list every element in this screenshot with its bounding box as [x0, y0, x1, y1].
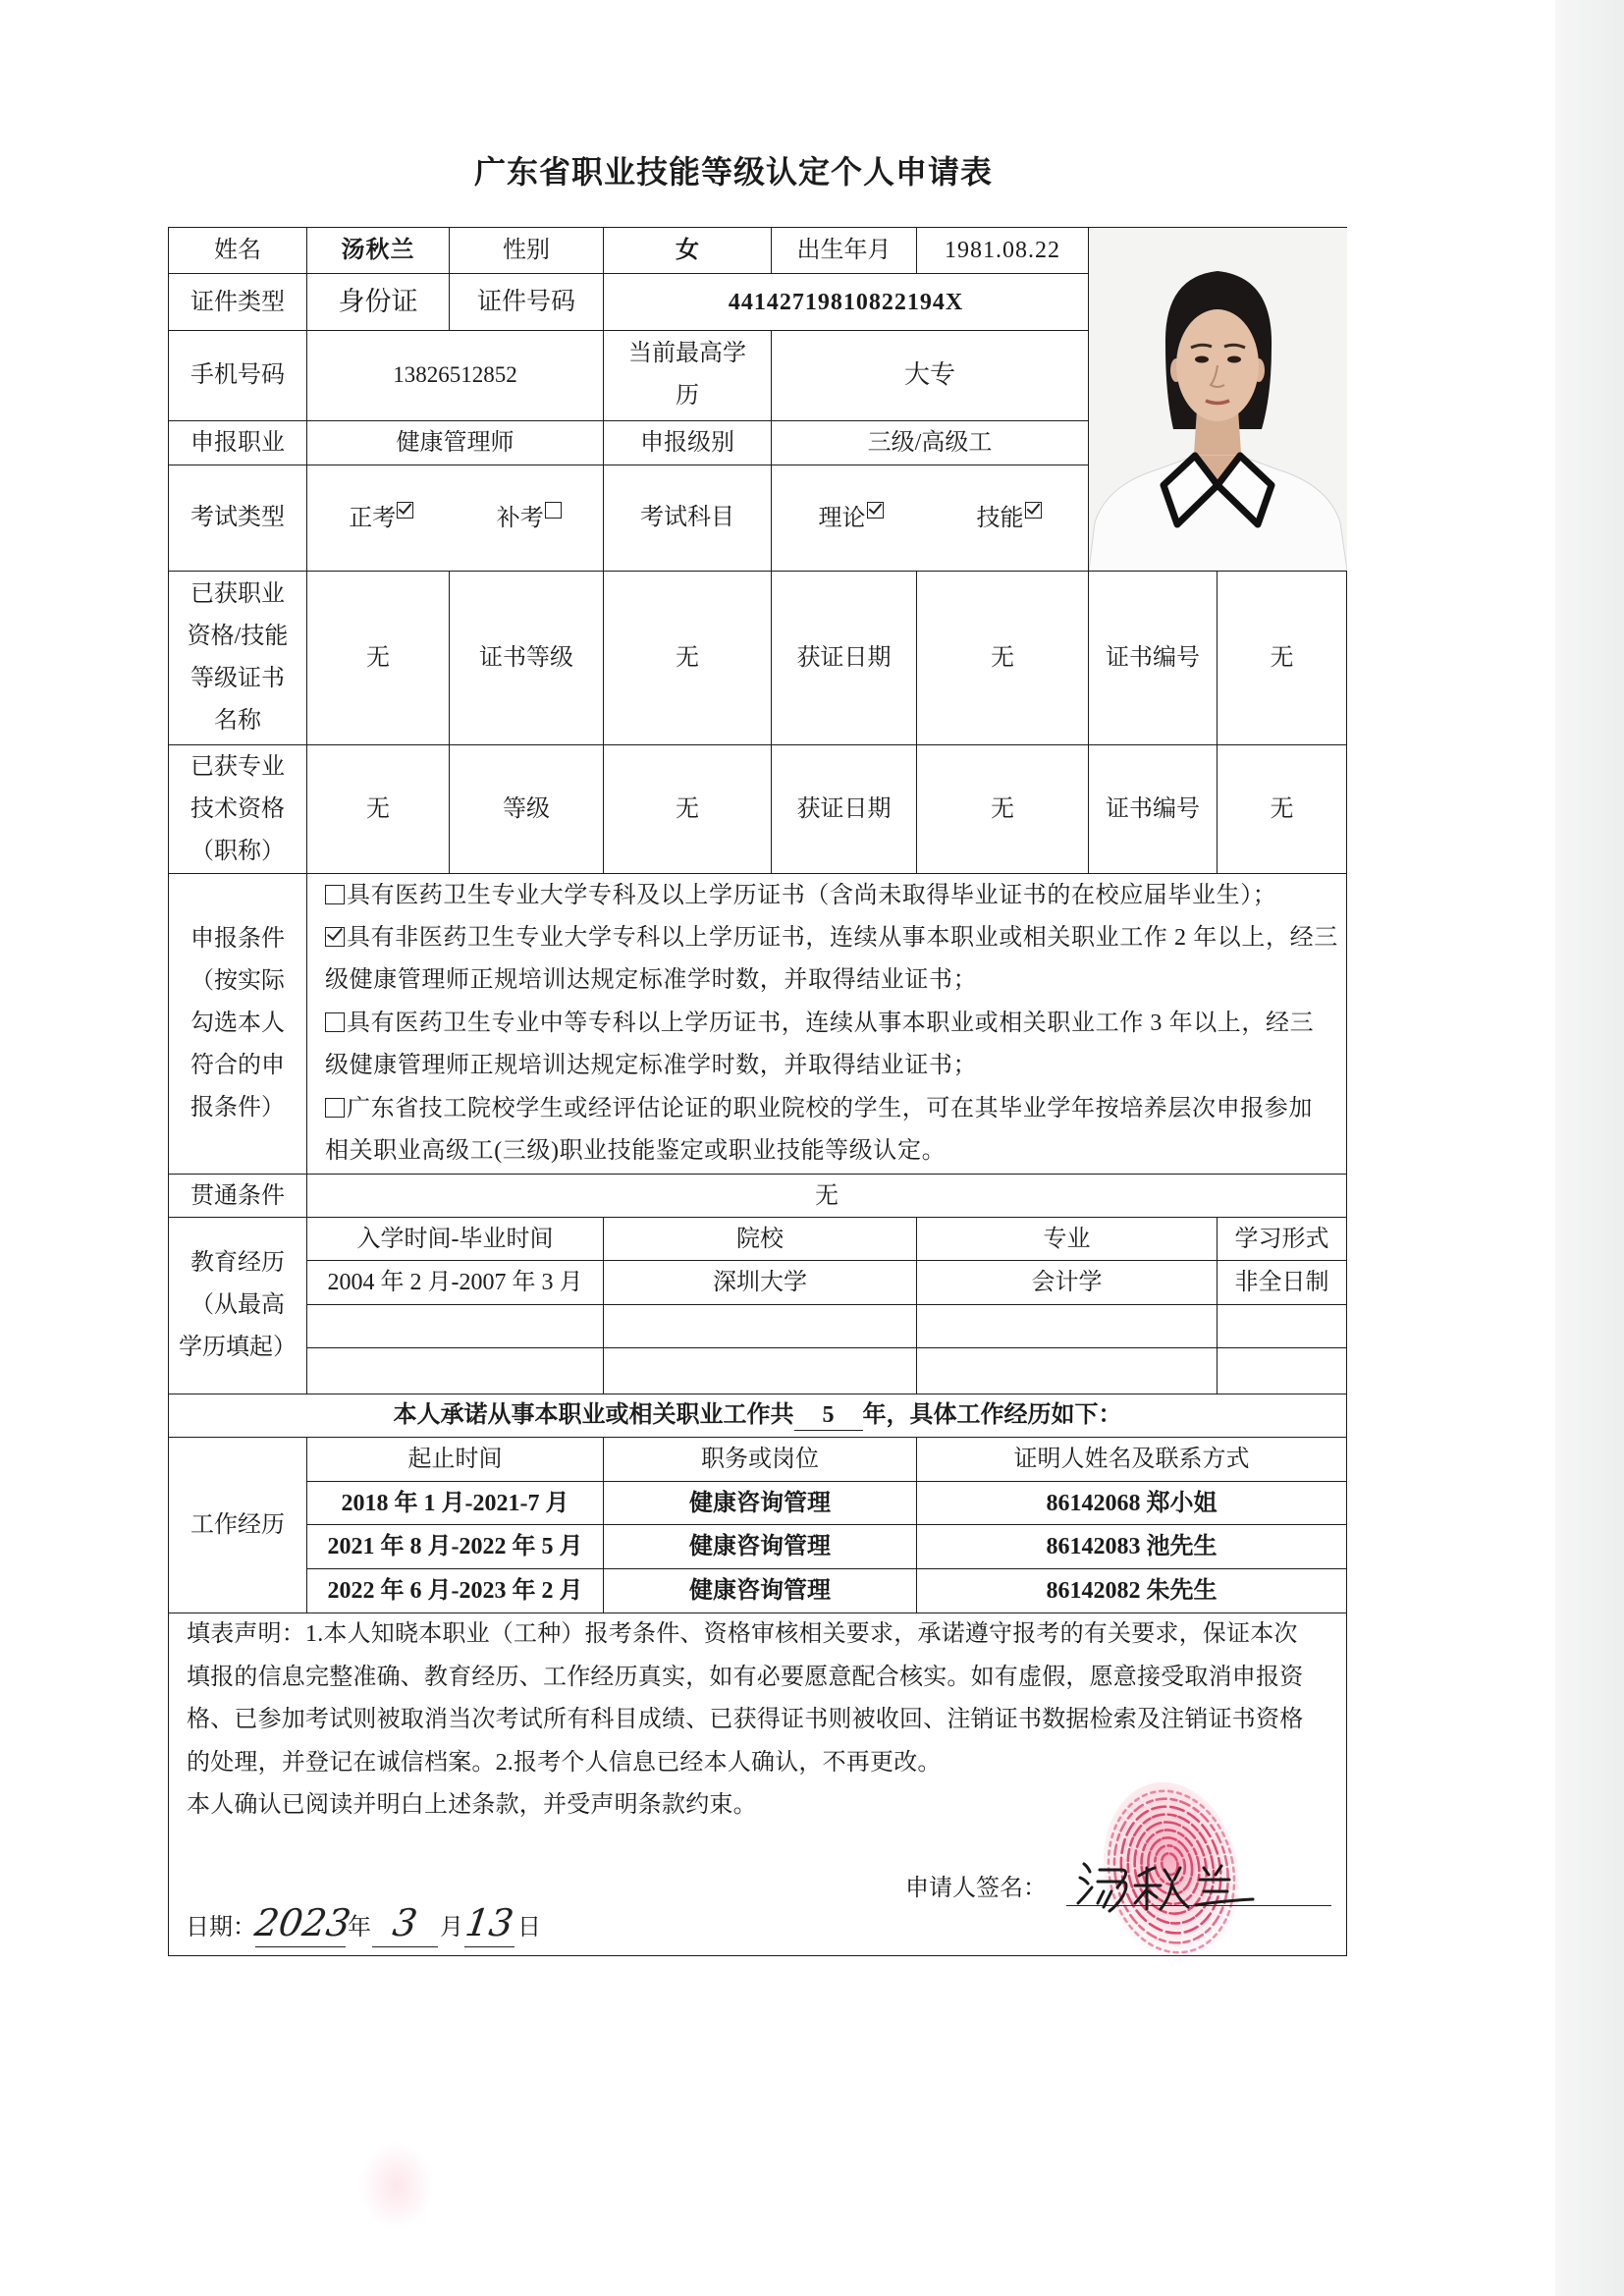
education-empty-cell	[1218, 1348, 1347, 1394]
table-row	[169, 1482, 1347, 1525]
gender-value: 女	[604, 228, 772, 274]
birth-label: 出生年月	[772, 228, 917, 274]
vocational-cert-name: 无	[307, 572, 450, 745]
work-header-period: 起止时间	[307, 1438, 604, 1482]
occupation-value: 健康管理师	[307, 420, 604, 465]
checkbox-icon	[545, 502, 562, 519]
name-value: 汤秋兰	[307, 228, 450, 274]
through-value: 无	[307, 1175, 1347, 1218]
declaration-confirm: 本人确认已阅读并明白上述条款，并受声明条款约束。	[187, 1792, 757, 1818]
exam-subject-skill	[977, 502, 1042, 533]
exam-type-options	[307, 465, 604, 571]
table-row	[169, 1305, 1347, 1348]
exam-subject-label: 考试科目	[604, 465, 772, 571]
work-reference: 86142068 郑小姐	[917, 1482, 1347, 1525]
education-major: 会计学	[917, 1261, 1218, 1305]
id-type-label: 证件类型	[169, 274, 307, 331]
level-value: 三级/高级工	[772, 420, 1089, 465]
table-row	[169, 1569, 1347, 1613]
professional-cert-grade-label: 等级	[450, 745, 604, 874]
professional-cert-number-label: 证书编号	[1089, 745, 1218, 874]
date-day-line	[464, 1946, 514, 1947]
exam-subject-theory	[819, 502, 884, 533]
date-month: 3	[390, 1901, 420, 1944]
ink-smudge	[359, 2141, 434, 2231]
commitment-suffix: 年，具体工作经历如下：	[862, 1402, 1122, 1428]
level-label: 申报级别	[604, 420, 772, 465]
exam-subject-skill-label: 技能	[976, 506, 1024, 532]
application-table	[168, 227, 1347, 1956]
work-position: 健康咨询管理	[604, 1569, 917, 1613]
education-empty-cell	[307, 1348, 604, 1394]
conditions-row	[169, 874, 1347, 1175]
through-label: 贯通条件	[169, 1175, 307, 1218]
education-empty-cell	[917, 1305, 1218, 1348]
phone-label: 手机号码	[169, 331, 307, 420]
professional-cert-row	[169, 745, 1347, 874]
commitment-row	[169, 1394, 1347, 1438]
professional-cert-label: 已获专业 技术资格 （职称）	[169, 745, 307, 874]
scan-edge-shadow	[1555, 0, 1624, 2296]
date-day: 13	[462, 1901, 516, 1944]
through-row	[169, 1175, 1347, 1218]
exam-type-label: 考试类型	[169, 465, 307, 571]
conditions-label: 申报条件 （按实际 勾选本人 符合的申 报条件）	[169, 874, 307, 1175]
vocational-cert-grade-label: 证书等级	[450, 572, 604, 745]
conditions-options	[307, 874, 1347, 1175]
education-header-row	[169, 1218, 1347, 1261]
date-year-unit: 年	[348, 1915, 371, 1941]
form-title: 广东省职业技能等级认定个人申请表	[473, 154, 993, 190]
education-school: 深圳大学	[604, 1261, 917, 1305]
vocational-cert-label: 已获职业 资格/技能 等级证书 名称	[169, 572, 307, 745]
exam-subject-options	[772, 465, 1089, 571]
condition-option	[325, 1003, 1346, 1088]
vocational-cert-number: 无	[1218, 572, 1347, 745]
vocational-cert-number-label: 证书编号	[1089, 572, 1218, 745]
checkbox-icon	[867, 502, 884, 519]
professional-cert-date: 无	[917, 745, 1089, 874]
education-header-mode: 学习形式	[1218, 1218, 1347, 1261]
date-day-unit: 日	[517, 1915, 541, 1941]
id-number-label: 证件号码	[450, 274, 604, 331]
education-header-major: 专业	[917, 1218, 1218, 1261]
date-label: 日期：	[186, 1915, 256, 1941]
education-label: 教育经历 （从最高 学历填起）	[169, 1218, 307, 1394]
id-number-value: 44142719810822194X	[604, 274, 1089, 331]
vocational-cert-date: 无	[917, 572, 1089, 745]
checkbox-icon	[325, 1098, 345, 1118]
condition-option-text: 广东省技工院校学生或经评估论证的职业院校的学生，可在其毕业学年按培养层次申报参加 相关职业高级工(三级)职业技能鉴定或职业技能等级认定。	[325, 1095, 1313, 1165]
checkbox-icon	[325, 885, 345, 904]
birth-value: 1981.08.22	[917, 228, 1089, 274]
work-period: 2022 年 6 月-2023 年 2 月	[307, 1569, 604, 1613]
photo-cell	[1089, 228, 1347, 572]
date-month-line	[372, 1946, 438, 1947]
professional-cert-date-label: 获证日期	[772, 745, 917, 874]
education-empty-cell	[307, 1305, 604, 1348]
condition-option	[325, 875, 1346, 917]
education-empty-cell	[604, 1348, 917, 1394]
table-row	[169, 1348, 1347, 1394]
work-reference: 86142083 池先生	[917, 1525, 1347, 1569]
condition-option	[325, 1088, 1346, 1174]
checkbox-icon	[1025, 502, 1042, 519]
education-empty-cell	[1218, 1305, 1347, 1348]
exam-type-retake-label: 补考	[496, 506, 544, 532]
date-month-unit: 月	[440, 1915, 463, 1941]
table-row	[169, 1261, 1347, 1305]
checkbox-icon	[325, 927, 345, 947]
handwritten-signature	[1070, 1846, 1267, 1920]
education-empty-cell	[917, 1348, 1218, 1394]
commitment-years: 5	[794, 1400, 863, 1431]
condition-option	[325, 917, 1346, 1003]
professional-cert-number: 无	[1218, 745, 1347, 874]
exam-subject-theory-label: 理论	[818, 506, 866, 532]
checkbox-icon	[325, 1012, 345, 1032]
checkbox-icon	[397, 502, 413, 519]
education-header-school: 院校	[604, 1218, 917, 1261]
personal-row-1	[169, 228, 1347, 274]
work-reference: 86142082 朱先生	[917, 1569, 1347, 1613]
occupation-label: 申报职业	[169, 420, 307, 465]
declaration-text: 填表声明：1.本人知晓本职业（工种）报考条件、资格审核相关要求，承诺遵守报考的有关要求，保证本次 填报的信息完整准确、教育经历、工作经历真实，如有必要愿意配合核实。如有虚假，愿意接受取消申报资 格、已参加考试则被取消当次考试所有科目成绩、已获得证书则被收回、注销证书数据检索及注销证书资格 的处理，并登记在诚信档案。2.报考个人信息已经本人确认，不再更改。	[187, 1621, 1304, 1776]
work-header-row	[169, 1438, 1347, 1482]
name-label: 姓名	[169, 228, 307, 274]
applicant-photo	[1089, 228, 1347, 571]
education-mode: 非全日制	[1218, 1261, 1347, 1305]
commitment-statement	[169, 1394, 1347, 1438]
exam-type-retake	[497, 502, 562, 533]
condition-option-text: 具有医药卫生专业大学专科及以上学历证书（含尚未取得毕业证书的在校应届毕业生）；	[347, 882, 1277, 908]
vocational-cert-date-label: 获证日期	[772, 572, 917, 745]
signature-label: 申请人签名：	[905, 1876, 1047, 1901]
id-type-value: 身份证	[307, 274, 450, 331]
work-label: 工作经历	[169, 1438, 307, 1613]
commitment-prefix: 本人承诺从事本职业或相关职业工作共	[393, 1402, 794, 1428]
vocational-cert-grade: 无	[604, 572, 772, 745]
education-level-label: 当前最高学 历	[604, 331, 772, 420]
work-header-position: 职务或岗位	[604, 1438, 917, 1482]
education-period: 2004 年 2 月-2007 年 3 月	[307, 1261, 604, 1305]
condition-option-text: 具有非医药卫生专业大学专科以上学历证书，连续从事本职业或相关职业工作 2 年以上，经三 级健康管理师正规培训达规定标准学时数，并取得结业证书；	[325, 924, 1338, 994]
work-period: 2021 年 8 月-2022 年 5 月	[307, 1525, 604, 1569]
professional-cert-name: 无	[307, 745, 450, 874]
education-level-value: 大专	[772, 331, 1089, 420]
work-position: 健康咨询管理	[604, 1482, 917, 1525]
exam-type-regular-label: 正考	[349, 506, 397, 532]
education-header-period: 入学时间-毕业时间	[307, 1218, 604, 1261]
exam-type-regular	[349, 502, 413, 533]
professional-cert-grade: 无	[604, 745, 772, 874]
work-position: 健康咨询管理	[604, 1525, 917, 1569]
work-period: 2018 年 1 月-2021-7 月	[307, 1482, 604, 1525]
date-year-line	[255, 1946, 346, 1947]
work-header-reference: 证明人姓名及联系方式	[917, 1438, 1347, 1482]
vocational-cert-row	[169, 572, 1347, 745]
phone-value: 13826512852	[307, 331, 604, 420]
condition-option-text: 具有医药卫生专业中等专科以上学历证书，连续从事本职业或相关职业工作 3 年以上，经三 级健康管理师正规培训达规定标准学时数，并取得结业证书；	[325, 1010, 1315, 1079]
date-year: 2023	[251, 1901, 353, 1944]
education-empty-cell	[604, 1305, 917, 1348]
gender-label: 性别	[450, 228, 604, 274]
table-row	[169, 1525, 1347, 1569]
